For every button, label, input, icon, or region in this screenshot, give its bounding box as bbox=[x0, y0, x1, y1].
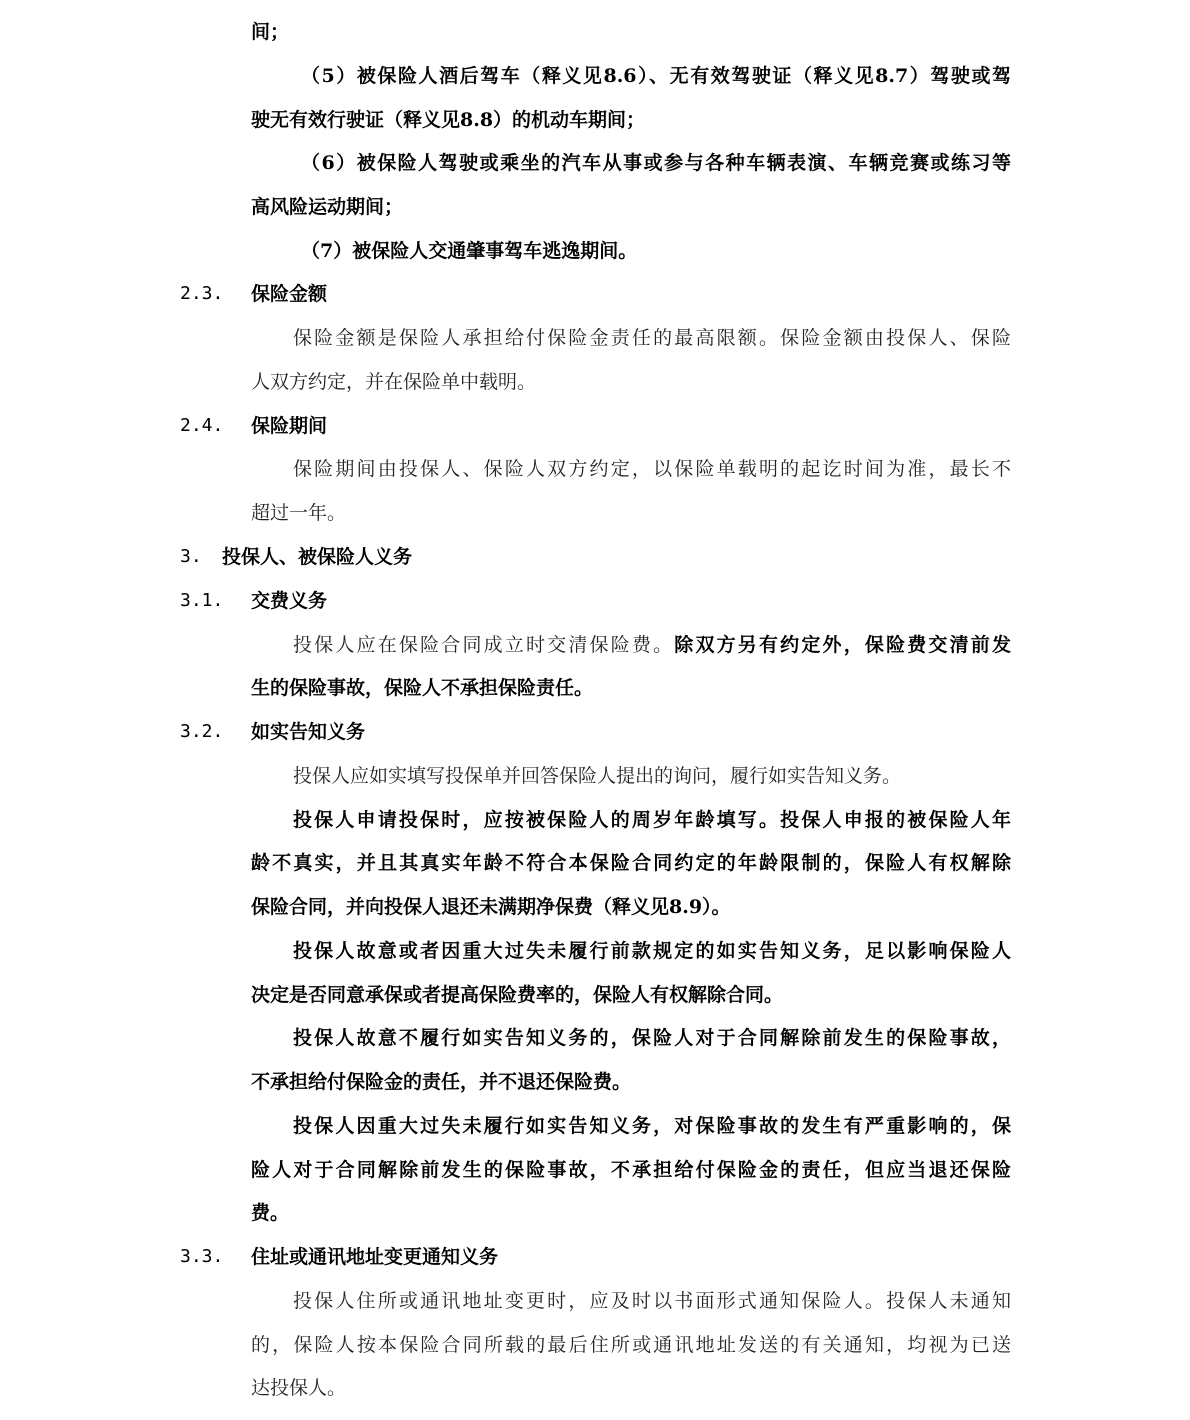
section-3-2-number: 3.2. bbox=[180, 721, 224, 742]
section-3-2-para4-line1: 投保人故意不履行如实告知义务的，保险人对于合同解除前发生的保险事故， bbox=[293, 1027, 1011, 1049]
section-2-4-number: 2.4. bbox=[180, 415, 224, 436]
list-item-5-line1: （5）被保险人酒后驾车（释义见8.6）、无有效驾驶证（释义见8.7）驾驶或驾 bbox=[301, 65, 1011, 87]
section-3-3-title: 住址或通讯地址变更通知义务 bbox=[251, 1246, 499, 1268]
section-3-2-para2-line3: 保险合同，并向投保人退还未满期净保费（释义见8.9）。 bbox=[251, 896, 731, 918]
section-3-2-para5-line1: 投保人因重大过失未履行如实告知义务，对保险事故的发生有严重影响的，保 bbox=[293, 1115, 1011, 1137]
section-3-2-para3-line2: 决定是否同意承保或者提高保险费率的，保险人有权解除合同。 bbox=[251, 984, 784, 1006]
section-3-2-para3-line1: 投保人故意或者因重大过失未履行前款规定的如实告知义务，足以影响保险人 bbox=[293, 940, 1011, 962]
section-3-2-para1: 投保人应如实填写投保单并回答保险人提出的询问，履行如实告知义务。 bbox=[293, 765, 902, 787]
section-2-3-title: 保险金额 bbox=[251, 283, 328, 305]
section-3-1-title: 交费义务 bbox=[251, 590, 328, 612]
section-2-4-para-line1: 保险期间由投保人、保险人双方约定，以保险单载明的起讫时间为准，最长不 bbox=[293, 458, 1011, 480]
list-item-6-line2: 高风险运动期间； bbox=[251, 196, 404, 218]
section-3-1-para-bold: 除双方另有约定外，保险费交清前发 bbox=[674, 634, 1011, 656]
section-2-4-para-line2: 超过一年。 bbox=[251, 502, 347, 524]
section-3-3-para-line1: 投保人住所或通讯地址变更时，应及时以书面形式通知保险人。投保人未通知 bbox=[293, 1290, 1011, 1312]
section-3-2-para5-line2: 险人对于合同解除前发生的保险事故，不承担给付保险金的责任，但应当退还保险 bbox=[251, 1159, 1011, 1181]
section-3-number: 3. bbox=[180, 546, 202, 567]
section-2-3-para-line1: 保险金额是保险人承担给付保险金责任的最高限额。保险金额由投保人、保险 bbox=[293, 327, 1011, 349]
section-3-1-para-normal: 投保人应在保险合同成立时交清保险费。 bbox=[293, 634, 675, 656]
section-3-2-para2-line1: 投保人申请投保时，应按被保险人的周岁年龄填写。投保人申报的被保险人年 bbox=[293, 809, 1011, 831]
section-3-2-para5-line3: 费。 bbox=[251, 1202, 290, 1224]
section-3-2-title: 如实告知义务 bbox=[251, 721, 366, 743]
section-3-3-para-line3: 达投保人。 bbox=[251, 1377, 347, 1399]
list-item-6-line1: （6）被保险人驾驶或乘坐的汽车从事或参与各种车辆表演、车辆竞赛或练习等 bbox=[301, 152, 1011, 174]
section-3-1-number: 3.1. bbox=[180, 590, 224, 611]
section-3-1-para-line2: 生的保险事故，保险人不承担保险责任。 bbox=[251, 677, 594, 699]
section-3-title: 投保人、被保险人义务 bbox=[222, 546, 413, 568]
section-3-3-para-line2: 的，保险人按本保险合同所载的最后住所或通讯地址发送的有关通知，均视为已送 bbox=[251, 1334, 1011, 1356]
section-3-1-para-line1 bbox=[293, 623, 1011, 667]
list-continuation-line: 间； bbox=[251, 21, 290, 43]
section-3-2-para4-line2: 不承担给付保险金的责任，并不退还保险费。 bbox=[251, 1071, 632, 1093]
list-item-5-line2: 驶无有效行驶证（释义见8.8）的机动车期间； bbox=[251, 109, 646, 131]
section-2-4-title: 保险期间 bbox=[251, 415, 328, 437]
section-2-3-para-line2: 人双方约定，并在保险单中载明。 bbox=[251, 371, 537, 393]
section-3-3-number: 3.3. bbox=[180, 1246, 224, 1267]
list-item-7-line1: （7）被保险人交通肇事驾车逃逸期间。 bbox=[301, 240, 638, 262]
section-2-3-number: 2.3. bbox=[180, 283, 224, 304]
section-3-2-para2-line2: 龄不真实，并且其真实年龄不符合本保险合同约定的年龄限制的，保险人有权解除 bbox=[251, 852, 1011, 874]
